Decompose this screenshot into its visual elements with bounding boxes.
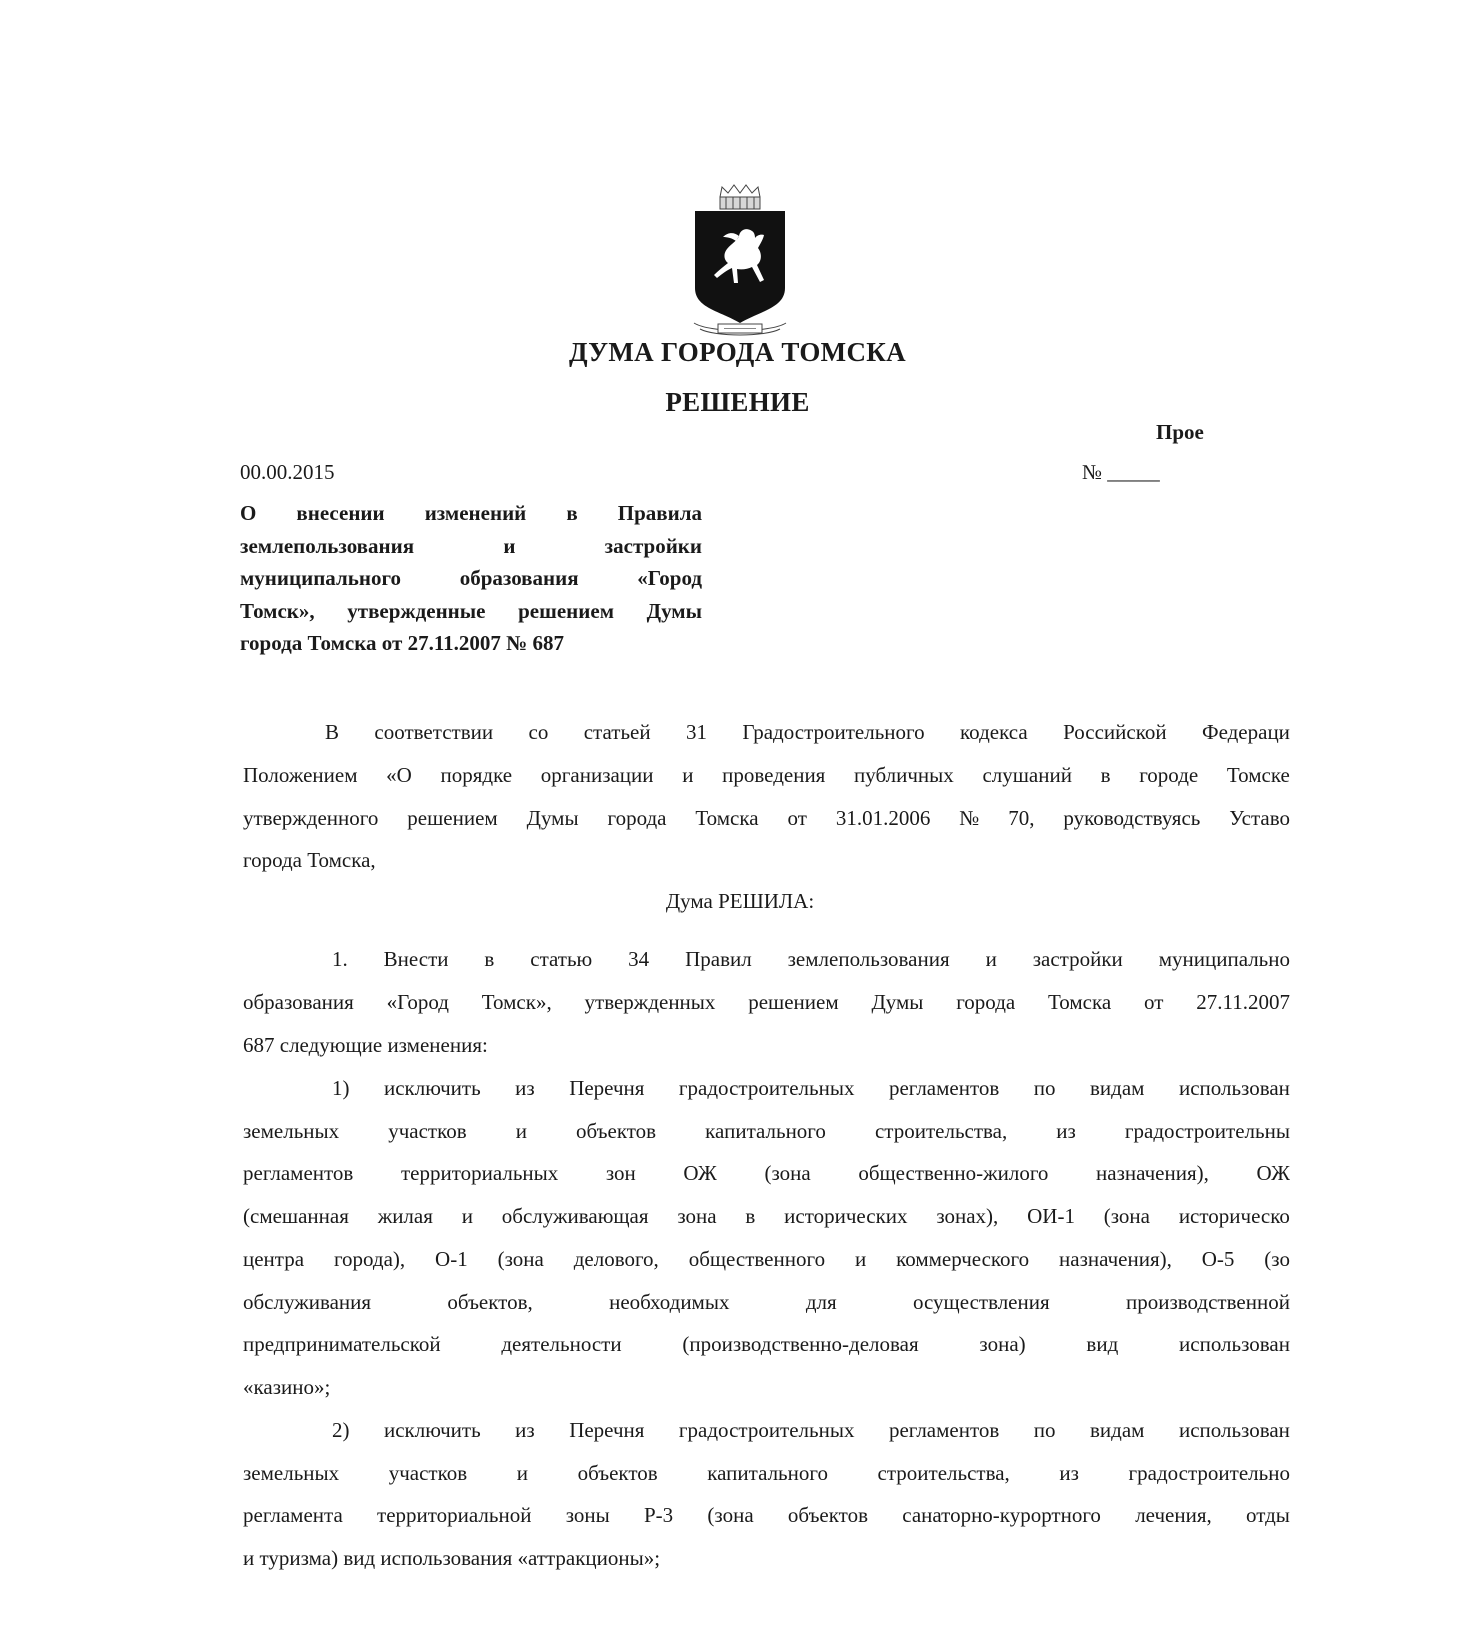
organization-title: ДУМА ГОРОДА ТОМСКА: [569, 337, 906, 367]
decision-heading: Дума РЕШИЛА:: [665, 889, 815, 913]
document-kind: РЕШЕНИЕ: [665, 387, 810, 417]
subject-line: муниципального образования «Город: [240, 566, 702, 591]
subitem2-line: и туризма) вид использования «аттракционы»;: [243, 1546, 661, 1570]
subject-line: землепользования и застройки: [240, 533, 702, 558]
subject-line: О внесении изменений в Правила: [240, 501, 702, 525]
subitem2-line: 2) исключить из Перечня градостроительных регламентов по видам использован: [332, 1418, 1290, 1442]
document-subject: [240, 497, 702, 660]
subitem1-line: (смешанная жилая и обслуживающая зона в исторических зонах), ОИ-1 (зона историческо: [243, 1204, 1290, 1228]
document-number: № _____: [1082, 460, 1160, 484]
subitem2-line: регламента территориальной зоны Р-3 (зона объектов санаторно-курортного лечения, отды: [243, 1503, 1290, 1527]
subject-line: города Томска от 27.11.2007 № 687: [240, 631, 565, 656]
preamble-line: города Томска,: [243, 848, 376, 872]
document-date: 00.00.2015: [240, 460, 335, 484]
item1-line: образования «Город Томск», утвержденных решением Думы города Томска от 27.11.2007: [243, 990, 1290, 1014]
subitem1-line: «казино»;: [243, 1375, 331, 1399]
subitem1-line: обслуживания объектов, необходимых для осуществления производственной: [243, 1290, 1290, 1314]
draft-label: Прое: [1156, 420, 1204, 444]
tomsk-coat-of-arms-icon: [690, 183, 790, 351]
subitem1-line: земельных участков и объектов капитального строительства, из градостроительны: [243, 1119, 1290, 1143]
subitem1-line: 1) исключить из Перечня градостроительных регламентов по видам использован: [332, 1076, 1290, 1100]
preamble-line: утвержденного решением Думы города Томска от 31.01.2006 № 70, руководствуясь Уставо: [243, 806, 1290, 830]
item1-line: 687 следующие изменения:: [243, 1033, 488, 1057]
preamble-line: Положением «О порядке организации и проведения публичных слушаний в городе Томске: [243, 763, 1290, 787]
preamble-line: В соответствии со статьей 31 Градостроительного кодекса Российской Федераци: [325, 720, 1290, 744]
subitem2-line: земельных участков и объектов капитального строительства, из градостроительно: [243, 1461, 1290, 1485]
subitem1-line: предпринимательской деятельности (производственно-деловая зона) вид использован: [243, 1332, 1290, 1356]
subitem1-line: центра города), О-1 (зона делового, общественного и коммерческого назначения), О-5 (зо: [243, 1247, 1290, 1271]
subject-line: Томск», утвержденные решением Думы: [240, 598, 702, 623]
subitem1-line: регламентов территориальных зон ОЖ (зона общественно-жилого назначения), ОЖ: [243, 1161, 1290, 1185]
item1-line: 1. Внести в статью 34 Правил землепользования и застройки муниципально: [332, 947, 1290, 971]
